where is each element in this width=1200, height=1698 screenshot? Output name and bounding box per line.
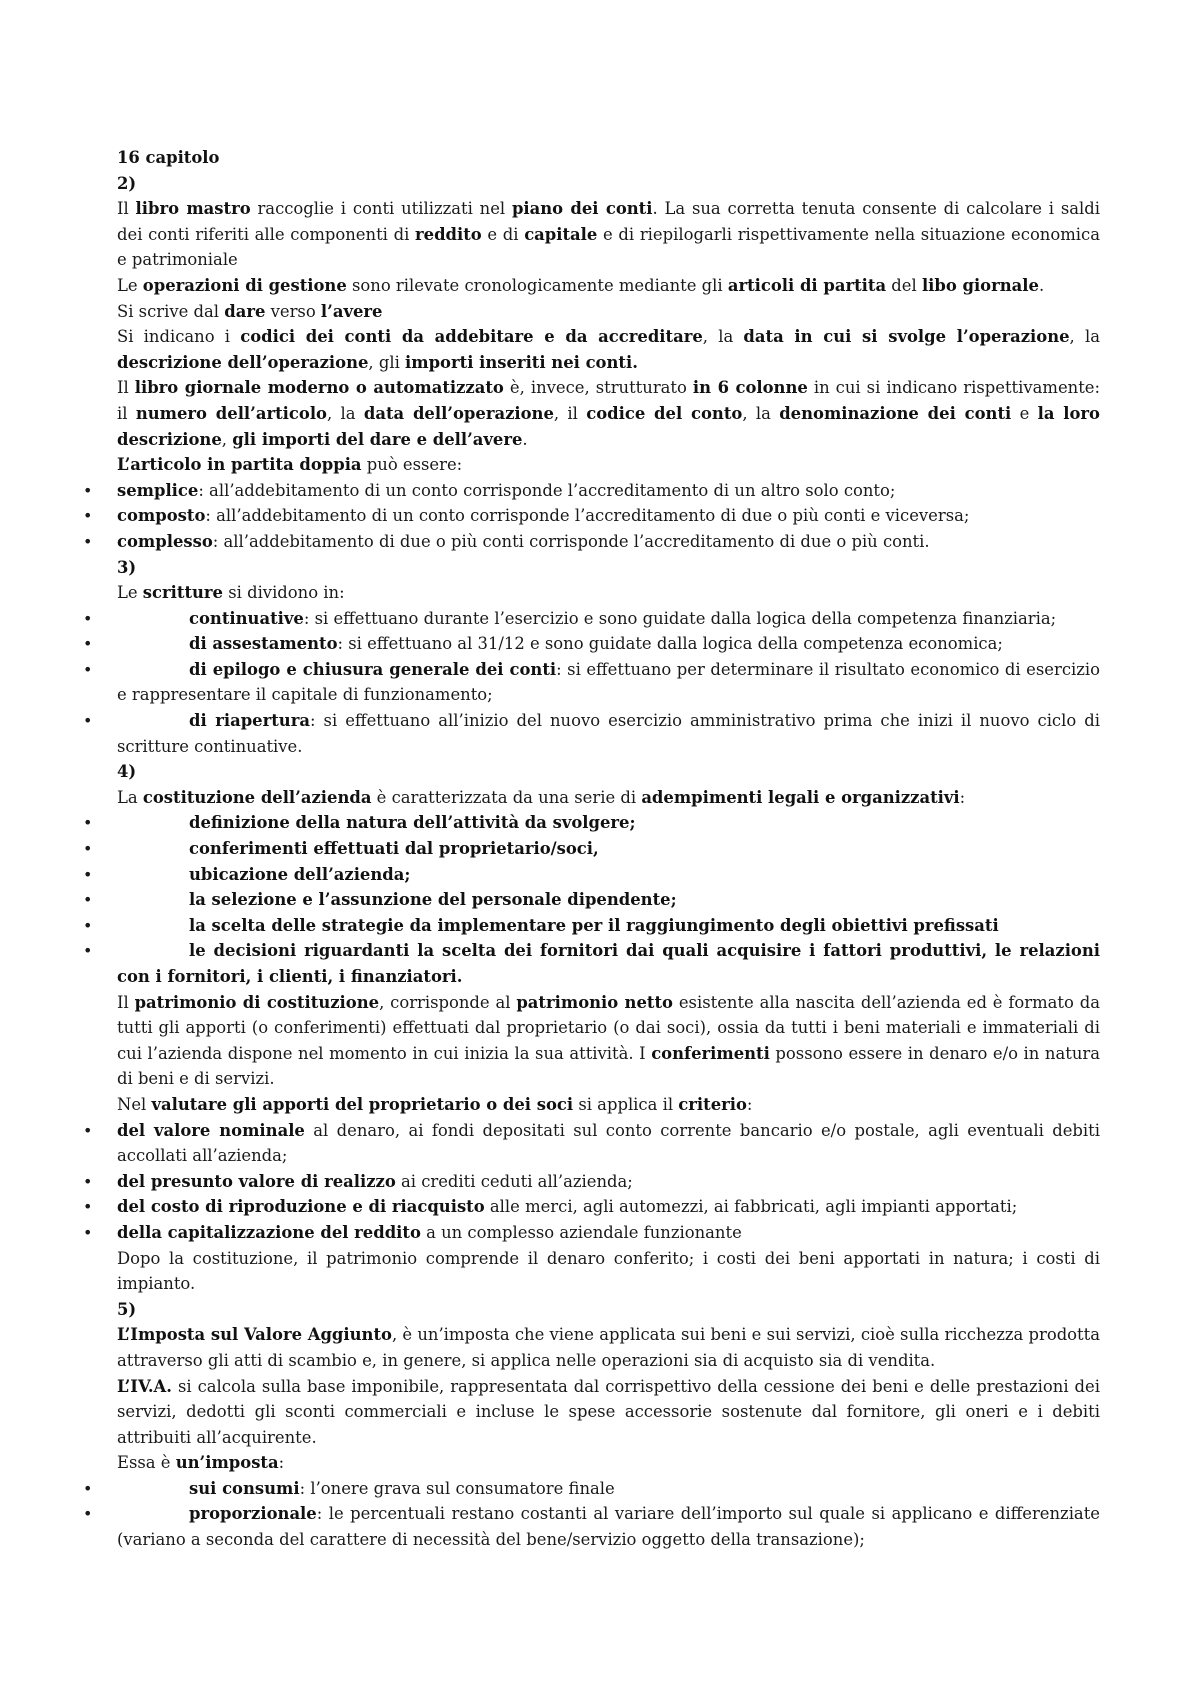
text-run: Il — [117, 378, 135, 398]
bold-text: gli importi del dare e dell’avere — [232, 429, 523, 449]
bold-text: proporzionale — [189, 1504, 317, 1524]
bold-text: dare — [224, 301, 266, 321]
list-item — [117, 862, 1100, 888]
bold-text: adempimenti legali e organizzativi — [641, 787, 960, 807]
text-run: è, invece, strutturato — [503, 378, 693, 398]
list-item — [117, 1501, 1100, 1552]
paragraph — [117, 1246, 1100, 1297]
text-run: , la — [326, 403, 364, 423]
bold-text: libro mastro — [135, 199, 251, 219]
text-run: Si scrive dal — [117, 301, 225, 321]
list-item — [117, 1118, 1100, 1169]
text-run: La — [117, 787, 143, 807]
bold-text: L’articolo in partita doppia — [117, 455, 362, 475]
imposta-list — [117, 1476, 1100, 1553]
bold-text: valutare gli apporti del proprietario o dei soci — [151, 1094, 574, 1114]
text-run: e — [1011, 403, 1038, 423]
text-run: si applica il — [573, 1094, 679, 1114]
text-run: si dividono in: — [223, 583, 345, 603]
text-run: Il — [117, 199, 136, 219]
bold-text: scritture — [142, 583, 223, 603]
bold-text: patrimonio netto — [516, 992, 673, 1012]
section-5-heading: 5) — [117, 1299, 137, 1319]
scritture-list — [117, 606, 1100, 760]
paragraph — [117, 785, 1100, 811]
list-item — [117, 938, 1100, 989]
bold-text: operazioni di gestione — [142, 275, 347, 295]
text-run: Dopo la costituzione, il patrimonio comprende il denaro conferito; i costi dei beni apportati in natura; i costi di impianto. — [117, 1248, 1100, 1294]
bold-text: di riapertura — [189, 711, 310, 731]
text-run: Il — [117, 992, 135, 1012]
paragraph — [117, 1374, 1100, 1451]
bold-text: del valore nominale — [117, 1120, 305, 1140]
text-run: a un complesso aziendale funzionante — [420, 1222, 742, 1242]
bold-text: libro giornale moderno o automatizzato — [134, 378, 504, 398]
text-run: al denaro, ai fondi depositati sul conto corrente bancario e/o postale, agli eventuali debiti accollati all’azienda; — [117, 1120, 1100, 1166]
bold-text: ubicazione dell’azienda; — [189, 864, 411, 884]
text-run: Essa è — [117, 1453, 176, 1473]
text-run: Si indicano i — [117, 327, 241, 347]
bold-text: criterio — [678, 1094, 747, 1114]
text-run: : all’addebitamento di un conto corrisponde l’accreditamento di un altro solo conto; — [198, 480, 896, 500]
bold-text: complesso — [117, 531, 213, 551]
bold-text: un’imposta — [175, 1453, 279, 1473]
text-run: : — [278, 1453, 285, 1473]
bold-text: della capitalizzazione del reddito — [117, 1222, 421, 1242]
text-run: del — [886, 275, 922, 295]
list-item — [117, 606, 1100, 632]
text-run: : — [746, 1094, 753, 1114]
bold-text: importi inseriti nei conti. — [405, 352, 638, 372]
text-run: , il — [553, 403, 587, 423]
section-4-heading: 4) — [117, 762, 137, 782]
paragraph — [117, 990, 1100, 1092]
text-run: e di — [481, 224, 525, 244]
list-item — [117, 631, 1100, 657]
text-run: . La sua corretta tenuta consente di calcolare i saldi dei conti riferiti alle componenti di — [117, 199, 1100, 244]
bold-text: codici dei conti da addebitare e da accreditare — [240, 327, 703, 347]
bold-text: reddito — [415, 224, 482, 244]
bold-text: composto — [117, 506, 206, 526]
paragraph — [117, 1450, 1100, 1476]
bold-text: capitale — [524, 224, 598, 244]
text-run: : — [959, 787, 966, 807]
adempimenti-list — [117, 810, 1100, 989]
section-3-heading: 3) — [117, 557, 137, 577]
list-item — [117, 529, 1100, 555]
bold-text: numero dell’articolo — [135, 403, 327, 423]
bold-text: sui consumi — [189, 1478, 300, 1498]
paragraph — [117, 324, 1100, 375]
paragraph — [117, 1322, 1100, 1373]
text-run: : all’addebitamento di due o più conti corrisponde l’accreditamento di due o più conti. — [212, 531, 930, 551]
bold-text: semplice — [117, 480, 199, 500]
document-body — [117, 145, 1100, 1553]
text-run: : si effettuano per determinare il risultato economico di esercizio e rappresentare il capitale di funzionamento; — [117, 659, 1100, 705]
bold-text: articoli di partita — [727, 275, 887, 295]
bold-text: libo giornale — [921, 275, 1039, 295]
bold-text: data in cui si svolge l’operazione — [743, 327, 1070, 347]
paragraph — [117, 1092, 1100, 1118]
list-item — [117, 503, 1100, 529]
text-run: , gli — [368, 352, 406, 372]
bold-text: conferimenti effettuati dal proprietario/soci, — [189, 839, 599, 859]
bold-text: le decisioni riguardanti la scelta dei fornitori dai quali acquisire i fattori produttivi, le relazioni con i fornitori, i clienti, i finanziatori. — [117, 941, 1100, 986]
bold-text: piano dei conti — [511, 199, 653, 219]
text-run: Le — [117, 275, 143, 295]
text-run: verso — [265, 301, 321, 321]
text-run: alle merci, agli automezzi, ai fabbricati, agli impianti apportati; — [484, 1197, 1018, 1217]
text-run: . — [522, 429, 528, 449]
criteri-list — [117, 1118, 1100, 1246]
text-run: Nel — [117, 1094, 152, 1114]
paragraph — [117, 375, 1100, 452]
bold-text: del presunto valore di realizzo — [117, 1171, 396, 1191]
text-run: : si effettuano all’inizio del nuovo esercizio amministrativo prima che inizi il nuovo ciclo di scritture continuative. — [117, 711, 1100, 756]
bold-text: data dell’operazione — [363, 403, 554, 423]
list-item — [117, 887, 1100, 913]
paragraph — [117, 299, 1100, 325]
list-item — [117, 1476, 1100, 1502]
bold-text: L’IV.A. — [117, 1376, 172, 1396]
list-item — [117, 1169, 1100, 1195]
bold-text: denominazione dei conti — [779, 403, 1012, 423]
text-run: . — [1038, 275, 1045, 295]
paragraph — [117, 452, 1100, 478]
bold-text: l’avere — [320, 301, 383, 321]
list-item — [117, 810, 1100, 836]
text-run: : le percentuali restano costanti al variare dell’importo sul quale si applicano e differenziate (variano a seconda del carattere di necessità del bene/servizio oggetto della transazione); — [117, 1504, 1100, 1550]
bold-text: conferimenti — [651, 1043, 770, 1063]
list-item — [117, 1194, 1100, 1220]
bold-text: di epilogo e chiusura generale dei conti — [189, 659, 557, 679]
text-run: Le — [117, 583, 143, 603]
bold-text: del costo di riproduzione e di riacquisto — [117, 1197, 485, 1217]
text-run: , — [221, 429, 233, 449]
list-item — [117, 478, 1100, 504]
text-run: , è un’imposta che viene applicata sui beni e sui servizi, cioè sulla ricchezza prodotta attraverso gli atti di scambio e, in genere, si applica nelle operazioni sia di acquisto sia di vendita. — [117, 1325, 1100, 1370]
bold-text: definizione della natura dell’attività da svolgere; — [189, 813, 636, 833]
text-run: ai crediti ceduti all’azienda; — [395, 1171, 633, 1191]
list-item — [117, 913, 1100, 939]
text-run: , la — [702, 327, 744, 347]
text-run: : l’onere grava sul consumatore finale — [299, 1478, 615, 1498]
text-run: si calcola sulla base imponibile, rappresentata dal corrispettivo della cessione dei beni e delle prestazioni dei servizi, dedotti gli sconti commerciali e incluse le spese accessorie sostenute dal fornitore, gli oneri e i debiti attribuiti all’acquirente. — [117, 1376, 1100, 1447]
paragraph — [117, 273, 1100, 299]
bold-text: patrimonio di costituzione — [134, 992, 380, 1012]
bold-text: la selezione e l’assunzione del personale dipendente; — [189, 890, 677, 910]
section-2-heading: 2) — [117, 173, 137, 193]
article-types-list — [117, 478, 1100, 555]
bold-text: la scelta delle strategie da implementare per il raggiungimento degli obiettivi prefissati — [189, 915, 999, 935]
list-item — [117, 708, 1100, 759]
bold-text: costituzione dell’azienda — [142, 787, 372, 807]
paragraph — [117, 580, 1100, 606]
bold-text: di assestamento — [189, 634, 338, 654]
text-run: , la — [1069, 327, 1100, 347]
list-item — [117, 836, 1100, 862]
text-run: : si effettuano durante l’esercizio e sono guidate dalla logica della competenza finanziaria; — [303, 608, 1057, 628]
text-run: può essere: — [361, 455, 463, 475]
text-run: , corrisponde al — [379, 992, 517, 1012]
text-run: possono essere in denaro e/o in natura di beni e di servizi. — [117, 1043, 1100, 1089]
text-run: : si effettuano al 31/12 e sono guidate dalla logica della competenza economica; — [337, 634, 1003, 654]
text-run: : all’addebitamento di un conto corrisponde l’accreditamento di due o più conti e viceversa; — [205, 506, 970, 526]
text-run: e di riepilogarli rispettivamente nella situazione economica e patrimoniale — [117, 224, 1100, 270]
bold-text: L’Imposta sul Valore Aggiunto — [117, 1325, 392, 1345]
paragraph — [117, 196, 1100, 273]
text-run: , la — [742, 403, 780, 423]
list-item — [117, 657, 1100, 708]
text-run: in cui si indicano rispettivamente: il — [117, 378, 1101, 423]
bold-text: in 6 colonne — [692, 378, 808, 398]
text-run: è caratterizzata da una serie di — [371, 787, 642, 807]
bold-text: descrizione dell’operazione — [117, 352, 369, 372]
text-run: sono rilevate cronologicamente mediante gli — [346, 275, 728, 295]
chapter-title: 16 capitolo — [117, 148, 220, 167]
bold-text: la loro descrizione — [117, 403, 1100, 449]
text-run: raccoglie i conti utilizzati nel — [250, 199, 512, 219]
bold-text: codice del conto — [586, 403, 743, 423]
bold-text: continuative — [189, 608, 304, 628]
text-run: esistente alla nascita dell’azienda ed è formato da tutti gli apporti (o conferimenti) effettuati dal proprietario (o dai soci), ossia da tutti i beni materiali e immateriali di cui l’azienda dispone nel momento in cui inizia la sua attività. I — [117, 992, 1101, 1063]
list-item — [117, 1220, 1100, 1246]
